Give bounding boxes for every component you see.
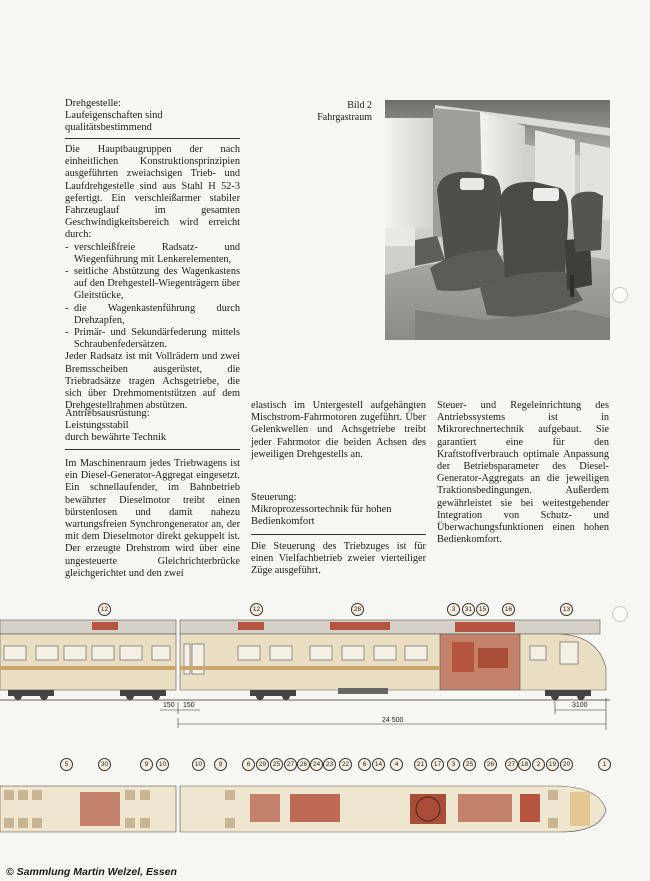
callout-marker: 31 xyxy=(462,603,475,616)
roof-equipment xyxy=(330,622,390,630)
heading-line: Laufeigenschaften sind xyxy=(65,110,163,121)
paragraph: Die Steuerung des Triebzuges ist für einen Vielfachbetrieb zweier vierteiliger Züge ausgeführt. xyxy=(251,541,426,577)
callout-marker: 26 xyxy=(297,758,310,771)
callout-marker: 17 xyxy=(431,758,444,771)
roof-equipment xyxy=(92,622,118,630)
photo-credit: © Sammlung Martin Welzel, Essen xyxy=(6,866,177,878)
callout-marker: 1 xyxy=(598,758,611,771)
drehgestelle-body xyxy=(65,144,240,412)
paragraph: elastisch im Untergestell aufgehängten Mischstrom-Fahrmotoren zugeführt. Über Gelenkwellen und Achsgetriebe treibt jeder Fahrmotor die beiden Achsen des jeweiligen Drehgestells an. xyxy=(251,400,426,460)
heading-line: Bedienkomfort xyxy=(251,516,315,527)
paragraph: Steuer- und Regeleinrichtung des Antriebssystems ist in Mikrorechnertechnik aufgebaut. Sie garantiert eine für den Kraftstoffverbrauch optimale Anpassung der Betriebsparameter des Diesel-Generator-Aggregats an die jeweiligen Traktionsbedingungen. Außerdem gewährleistet sie bei weitestgehender Integration von Schutz- und Überwachungsfunktionen einen hohen Bedienkomfort. xyxy=(437,400,609,546)
paragraph: Die Hauptbaugruppen der nach einheitlichen Konstruktionsprinzipien ausgeführten zweiachsigen Trieb- und Laufdrehgestelle sind aus Stahl H 52-3 gefertigt. Ein verschleißarmer stabiler Fahrzeuglauf im gesamten Geschwindigkeitsbereich wird erreicht durch: xyxy=(65,144,240,241)
car-body xyxy=(0,634,176,690)
section-heading-antrieb xyxy=(65,408,166,444)
callout-marker: 16 xyxy=(502,603,515,616)
callout-marker: 14 xyxy=(372,758,385,771)
section-heading-steuerung xyxy=(251,492,392,528)
dimension-label: 150 xyxy=(183,702,195,709)
callout-marker: 29 xyxy=(256,758,269,771)
callout-marker: 24 xyxy=(310,758,323,771)
callout-marker: 6 xyxy=(242,758,255,771)
heading-line: durch bewährte Technik xyxy=(65,432,167,443)
heading-line: Drehgestelle: xyxy=(65,98,121,109)
paragraph: Im Maschinenraum jedes Triebwagens ist ein Diesel-Generator-Aggregat eingesetzt. Ein schnellaufender, im Bahnbetrieb bewährter Dieselmotor treibt einen bürstenlosen und damit nahezu wartungsfreien Synchrongenerator an, der mit dem Dieselmotor direkt gekuppelt ist. Der erzeugte Drehstrom wird über eine ungesteuerte Gleichrichterbrücke gleichgerichtet und den zwei xyxy=(65,458,240,579)
heading-line: Leistungsstabil xyxy=(65,420,129,431)
list-item: - Primär- und Sekundärfederung mittels Schraubenfedersätzen. xyxy=(65,327,240,351)
binder-hole xyxy=(612,287,628,303)
callout-marker: 15 xyxy=(476,603,489,616)
callout-marker: 3 xyxy=(447,603,460,616)
roof-equipment xyxy=(455,622,515,632)
callout-marker: 19 xyxy=(546,758,559,771)
antrieb-continued xyxy=(251,400,426,461)
heading-line: Mikroprozessortechnik für hohen xyxy=(251,504,392,515)
callout-marker: 9 xyxy=(140,758,153,771)
callout-marker: 12 xyxy=(98,603,111,616)
callout-marker: 3 xyxy=(447,758,460,771)
callout-marker: 25 xyxy=(463,758,476,771)
callout-marker: 10 xyxy=(156,758,169,771)
heading-rule xyxy=(65,449,240,450)
callout-marker: 13 xyxy=(560,603,573,616)
figure-title: Fahrgastraum xyxy=(317,112,372,123)
car-floor xyxy=(180,786,606,832)
dimension-label: 3100 xyxy=(572,702,588,709)
callout-marker: 18 xyxy=(518,758,531,771)
dimension-label: 24 500 xyxy=(382,717,404,724)
roof xyxy=(0,620,176,634)
figure-label: Bild 2 xyxy=(347,100,372,111)
callout-marker: 26 xyxy=(484,758,497,771)
callout-marker: 27 xyxy=(284,758,297,771)
heading-line: Antriebsausrüstung: xyxy=(65,408,150,419)
callout-marker: 20 xyxy=(560,758,573,771)
callout-marker: 10 xyxy=(192,758,205,771)
car-body xyxy=(180,634,606,690)
callout-marker: 27 xyxy=(505,758,518,771)
side-elevation-drawing xyxy=(0,598,650,748)
callout-marker: 6 xyxy=(358,758,371,771)
list-item: - die Wagenkastenführung durch Drehzapfen, xyxy=(65,303,240,327)
steuerung-continued xyxy=(437,400,609,546)
machine-block xyxy=(80,792,120,826)
list-item: - seitliche Abstützung des Wagenkastens auf den Drehgestell-Wiegenträgern über Gleitstücke, xyxy=(65,266,240,303)
callout-marker: 2 xyxy=(532,758,545,771)
heading-rule xyxy=(65,138,240,139)
dimension-label: 150 xyxy=(163,702,175,709)
figure-caption xyxy=(290,100,372,124)
paragraph: Jeder Radsatz ist mit Vollrädern und zwei Bremsscheiben ausgerüstet, die Triebradsätze tragen Achsgetriebe, die sich über Drehmomentstützen auf dem Drehgestellrahmen abstützen. xyxy=(65,351,240,412)
callout-marker: 30 xyxy=(98,758,111,771)
callout-marker: 4 xyxy=(390,758,403,771)
callout-marker: 25 xyxy=(270,758,283,771)
heading-rule xyxy=(251,534,426,535)
floor-plan-drawing xyxy=(0,780,650,840)
callout-marker: 22 xyxy=(339,758,352,771)
callout-marker: 23 xyxy=(323,758,336,771)
callout-marker: 12 xyxy=(250,603,263,616)
seats-illustration xyxy=(385,100,610,340)
callout-marker: 5 xyxy=(60,758,73,771)
heading-line: qualitätsbestimmend xyxy=(65,122,152,133)
heading-line: Steuerung: xyxy=(251,492,297,503)
section-heading-drehgestelle xyxy=(65,98,163,134)
antrieb-body xyxy=(65,458,240,580)
passenger-compartment-photo xyxy=(385,100,610,340)
list-item: - verschleißfreie Radsatz- und Wiegenführung mit Lenkerelementen, xyxy=(65,242,240,266)
roof-equipment xyxy=(238,622,264,630)
callout-marker: 9 xyxy=(214,758,227,771)
callout-marker: 28 xyxy=(351,603,364,616)
bullet-list xyxy=(65,242,240,352)
steuerung-body xyxy=(251,541,426,578)
callout-marker: 21 xyxy=(414,758,427,771)
